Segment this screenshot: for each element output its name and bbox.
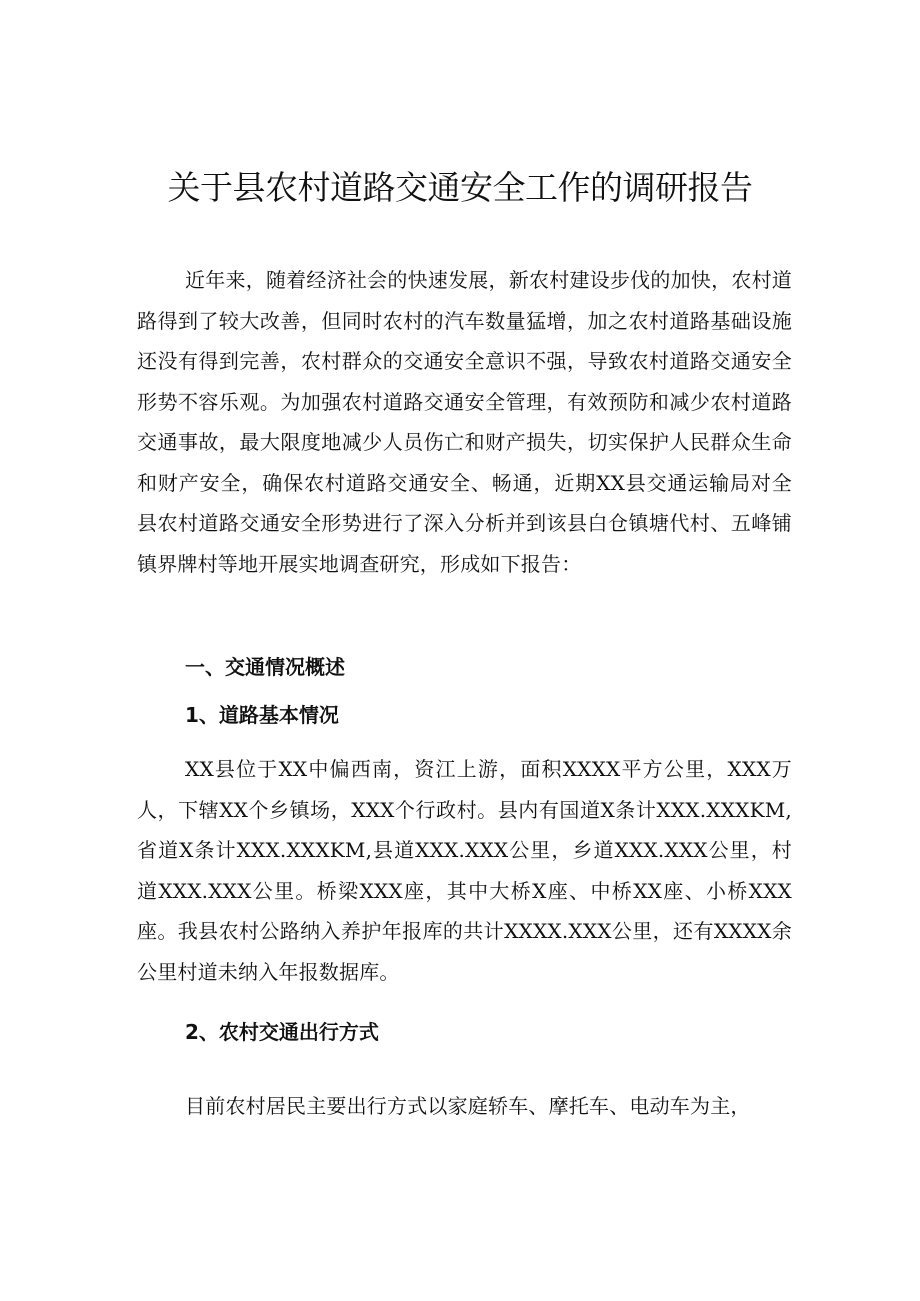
- subsection-heading-road-basics: 1、道路基本情况: [185, 703, 339, 727]
- intro-paragraph: 近年来，随着经济社会的快速发展，新农村建设步伐的加快，农村道路得到了较大改善，但同时农村的汽车数量猛增，加之农村道路基础设施还没有得到完善，农村群众的交通安全意识不强，导致农村道路交通安全形势不容乐观。为加强农村道路交通安全管理，有效预防和减少农村道路交通事故，最大限度地减少人员伤亡和财产损失，切实保护人民群众生命和财产安全，确保农村道路交通安全、畅通，近期XX县交通运输局对全县农村道路交通安全形势进行了深入分析并到该县白仓镇塘代村、五峰铺镇界牌村等地开展实地调查研究，形成如下报告：: [137, 268, 792, 576]
- road-basics-paragraph: XX县位于XX中偏西南，资江上游，面积XXXX平方公里，XXX万人，下辖XX个乡镇场，XXX个行政村。县内有国道X条计XXX.XXXKM,省道X条计XXX.XXXKM,县道XXX.XXX公里，乡道XXX.XXX公里，村道XXX.XXX公里。桥梁XXX座，其中大桥X座、中桥XX座、小桥XXX座。我县农村公路纳入养护年报库的共计XXXX.XXX公里，还有XXXX余公里村道未纳入年报数据库。: [137, 757, 792, 984]
- document-title: 关于县农村道路交通安全工作的调研报告: [167, 168, 753, 207]
- subsection-heading-travel-modes: 2、农村交通出行方式: [185, 1020, 379, 1044]
- travel-modes-paragraph: 目前农村居民主要出行方式以家庭轿车、摩托车、电动车为主，: [185, 1094, 751, 1118]
- section-heading-overview: 一、交通情况概述: [185, 655, 345, 679]
